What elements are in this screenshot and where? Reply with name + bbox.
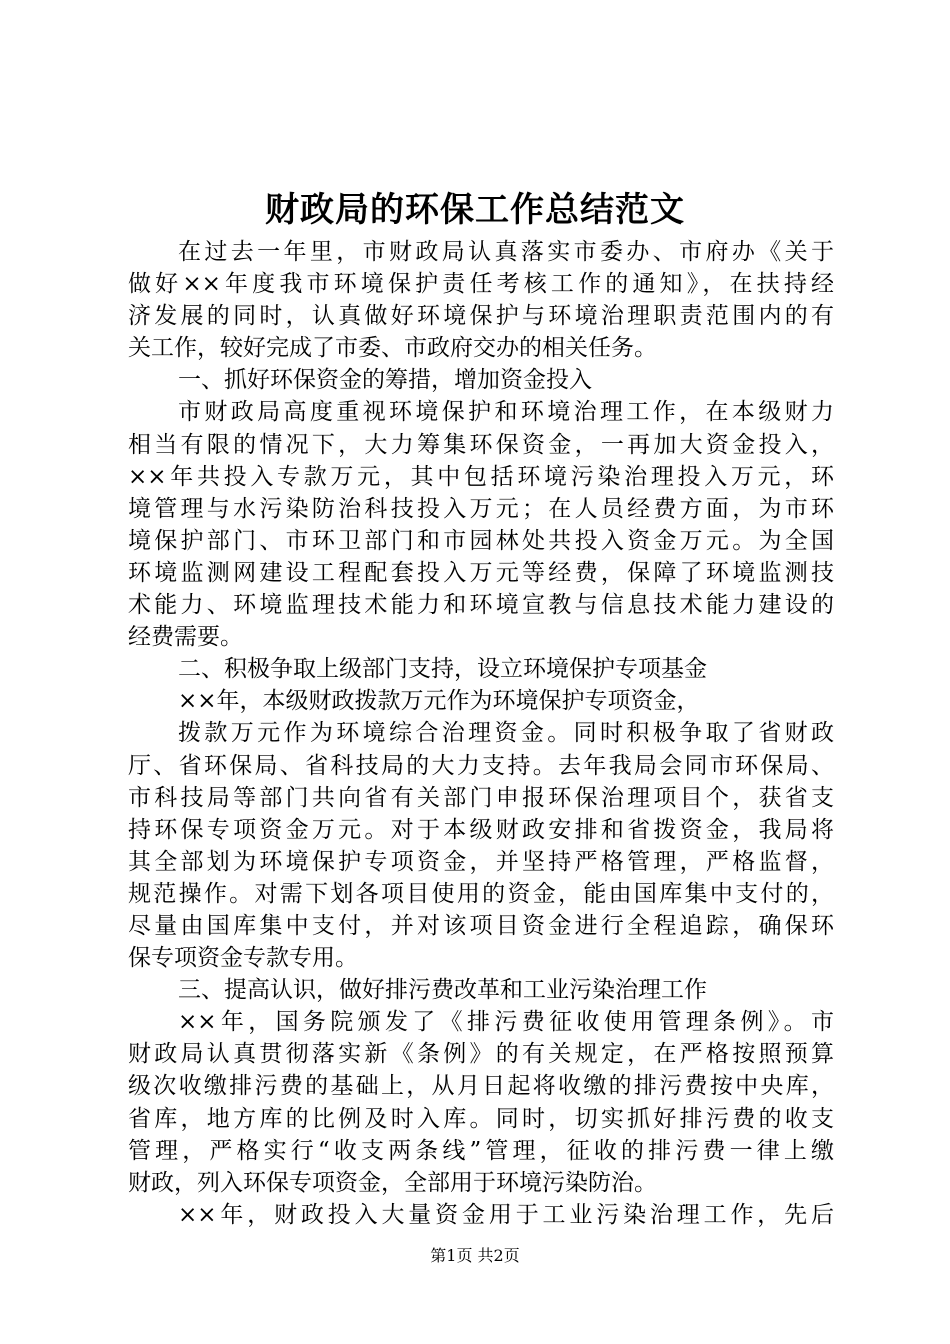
text-line: ××年，本级财政拨款万元作为环境保护专项资金， [178,688,700,715]
text-line: 规范操作。对需下划各项目使用的资金，能由国库集中支付的， [128,880,834,907]
section-heading: 三、提高认识，做好排污费改革和工业污染治理工作 [178,977,707,1004]
document-title: 财政局的环保工作总结范文 [265,190,685,230]
text-line: 经费需要。 [128,624,243,651]
text-line: 做好××年度我市环境保护责任考核工作的通知》，在扶持经 [128,271,834,298]
text-line: 级次收缴排污费的基础上，从月日起将收缴的排污费按中央库， [128,1073,834,1100]
text-line: 尽量由国库集中支付，并对该项目资金进行全程追踪，确保环 [128,912,834,939]
text-line: 环境监测网建设工程配套投入万元等经费，保障了环境监测技 [128,559,834,586]
text-line: 保专项资金专款专用。 [128,945,358,972]
text-line: 厅、省环保局、省科技局的大力支持。去年我局会同市环保局、 [128,752,834,779]
text-line: 相当有限的情况下，大力筹集环保资金，一再加大资金投入， [128,431,834,458]
text-line: 济发展的同时，认真做好环境保护与环境治理职责范围内的有 [128,303,834,330]
text-line: 境管理与水污染防治科技投入万元；在人员经费方面，为市环 [128,495,834,522]
section-heading: 二、积极争取上级部门支持，设立环境保护专项基金 [178,656,707,683]
text-line: ××年，财政投入大量资金用于工业污染治理工作，先后 [178,1201,834,1228]
page-footer: 第1页 共2页 [430,1246,520,1265]
text-line: 市科技局等部门共向省有关部门申报环保治理项目个，获省支 [128,784,834,811]
text-line: 管理，严格实行“收支两条线”管理，征收的排污费一律上缴 [128,1137,834,1164]
text-line: 境保护部门、市环卫部门和市园林处共投入资金万元。为全国 [128,527,834,554]
section-heading: 一、抓好环保资金的筹措，增加资金投入 [178,367,592,394]
text-line: ××年共投入专款万元，其中包括环境污染治理投入万元，环 [128,463,834,490]
text-line: 术能力、环境监理技术能力和环境宣教与信息技术能力建设的 [128,592,834,619]
text-line: 财政局认真贯彻落实新《条例》的有关规定，在严格按照预算 [128,1041,834,1068]
text-line: 市财政局高度重视环境保护和环境治理工作，在本级财力 [178,399,834,426]
text-line: 财政，列入环保专项资金，全部用于环境污染防治。 [128,1169,657,1196]
text-line: 拨款万元作为环境综合治理资金。同时积极争取了省财政 [178,720,834,747]
text-line: ××年，国务院颁发了《排污费征收使用管理条例》。市 [178,1009,834,1036]
text-line: 其全部划为环境保护专项资金，并坚持严格管理，严格监督， [128,848,834,875]
text-line: 持环保专项资金万元。对于本级财政安排和省拨资金，我局将 [128,816,834,843]
text-line: 在过去一年里，市财政局认真落实市委办、市府办《关于 [178,239,834,265]
text-line: 省库，地方库的比例及时入库。同时，切实抓好排污费的收支 [128,1105,834,1132]
document-body [128,236,834,1231]
text-line: 关工作，较好完成了市委、市政府交办的相关任务。 [128,335,657,362]
